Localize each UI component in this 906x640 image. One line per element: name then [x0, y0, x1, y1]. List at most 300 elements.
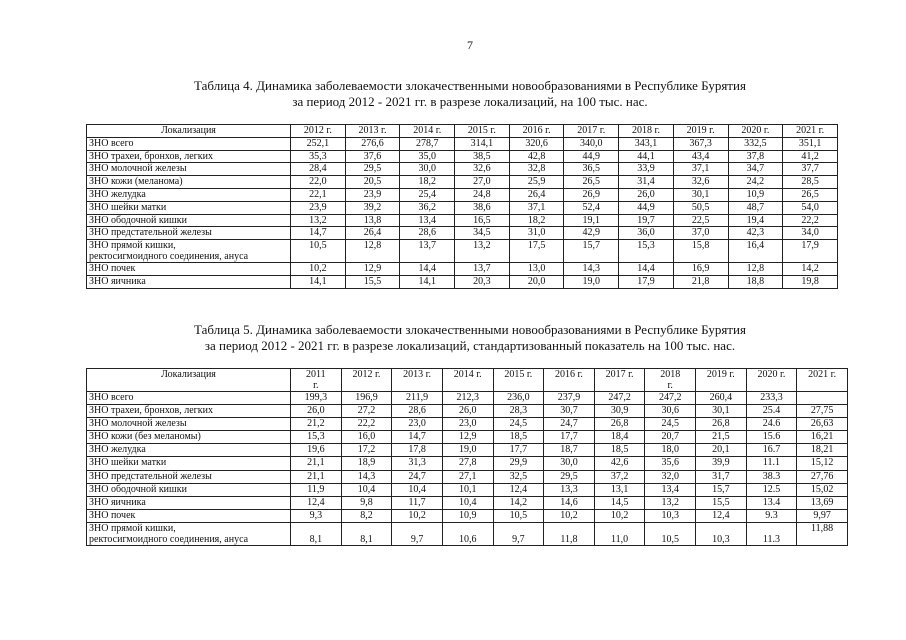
- table-cell: 252,1: [291, 137, 346, 150]
- row-label: ЗНО предстательной железы: [87, 227, 291, 240]
- table-cell: 21,1: [291, 457, 342, 470]
- table-cell: 12,8: [728, 263, 783, 276]
- table-row: [87, 418, 848, 431]
- table-cell: 12,9: [345, 263, 400, 276]
- table-cell: 12,4: [696, 509, 747, 522]
- table-cell: 17,9: [783, 240, 838, 263]
- table-cell: 26,5: [564, 176, 619, 189]
- table-cell: 10,5: [645, 522, 696, 545]
- table-cell: 212,3: [442, 392, 493, 405]
- table-row: [87, 201, 838, 214]
- table4-caption-line2: за период 2012 - 2021 гг. в разрезе локализаций, на 100 тыс. нас.: [292, 94, 648, 109]
- table4-header-cell: 2017 г.: [564, 125, 619, 138]
- table-cell: 34,7: [728, 163, 783, 176]
- table-row: [87, 470, 848, 483]
- table-cell: 26,8: [696, 418, 747, 431]
- row-label-line: ректосигмоидного соединения, ануса: [89, 533, 249, 545]
- table-cell: 24,5: [645, 418, 696, 431]
- table-cell: 33,9: [619, 163, 674, 176]
- table-cell: 10,1: [442, 483, 493, 496]
- table-cell: 34,5: [455, 227, 510, 240]
- table5-header-cell: [442, 369, 493, 392]
- table-cell: 13,2: [645, 496, 696, 509]
- table-cell: [797, 392, 848, 405]
- table-cell: 26,0: [619, 188, 674, 201]
- table-cell: 22,2: [341, 418, 392, 431]
- table-cell: 22,5: [673, 214, 728, 227]
- row-label: ЗНО желудка: [87, 188, 291, 201]
- table-cell: 10,5: [291, 240, 346, 263]
- table-cell: 23,0: [442, 418, 493, 431]
- table-cell: 10,4: [392, 483, 443, 496]
- table-cell: 14,3: [564, 263, 619, 276]
- table-cell: 14,2: [783, 263, 838, 276]
- header-line: г.: [667, 380, 673, 391]
- table5-header-cell: [797, 369, 848, 392]
- header-line: г.: [313, 380, 319, 391]
- table-cell: 13,2: [291, 214, 346, 227]
- table-cell: 10,3: [645, 509, 696, 522]
- table-cell: 17,9: [619, 275, 674, 288]
- table-cell: 29,5: [544, 470, 595, 483]
- table-cell: 21,8: [673, 275, 728, 288]
- table5-header-cell: [746, 369, 797, 392]
- table-cell: 18,2: [509, 214, 564, 227]
- table-cell: 24,7: [544, 418, 595, 431]
- table-cell: 17,7: [493, 444, 544, 457]
- table-cell: 30,1: [696, 405, 747, 418]
- table-cell: 26,63: [797, 418, 848, 431]
- table-row: [87, 263, 838, 276]
- table5-header-cell: [341, 369, 392, 392]
- table-cell: 332,5: [728, 137, 783, 150]
- table-row: [87, 431, 848, 444]
- table-cell: 9,3: [291, 509, 342, 522]
- table-cell: 42,9: [564, 227, 619, 240]
- table-row: [87, 240, 838, 263]
- table-cell: 30,1: [673, 188, 728, 201]
- table4-header-cell: 2014 г.: [400, 125, 455, 138]
- row-label: ЗНО молочной железы: [87, 163, 291, 176]
- table-cell: 19,8: [783, 275, 838, 288]
- table-cell: 9.3: [746, 509, 797, 522]
- table5-caption: [0, 322, 906, 354]
- table-cell: 27,75: [797, 405, 848, 418]
- table5: [86, 368, 848, 546]
- table4: [86, 124, 838, 289]
- table-cell: 18,7: [544, 444, 595, 457]
- table-cell: 32,5: [493, 470, 544, 483]
- table-cell: 8,1: [341, 522, 392, 545]
- row-label: ЗНО кожи (меланома): [87, 176, 291, 189]
- table-cell: 13,8: [345, 214, 400, 227]
- table-cell: 26,5: [783, 188, 838, 201]
- table-cell: 19,1: [564, 214, 619, 227]
- table-cell: 26,8: [594, 418, 645, 431]
- table-cell: 28,5: [783, 176, 838, 189]
- table-cell: 36,2: [400, 201, 455, 214]
- table4-header-cell: Локализация: [87, 125, 291, 138]
- table-cell: 22,2: [783, 214, 838, 227]
- table-cell: 11,8: [544, 522, 595, 545]
- table-cell: 34,0: [783, 227, 838, 240]
- table-cell: 24,5: [493, 418, 544, 431]
- table-cell: 41,2: [783, 150, 838, 163]
- table-cell: 8,1: [291, 522, 342, 545]
- table-cell: 27,76: [797, 470, 848, 483]
- table-cell: 13,3: [544, 483, 595, 496]
- table-row: [87, 405, 848, 418]
- table4-header-cell: 2016 г.: [509, 125, 564, 138]
- table-cell: 16,0: [341, 431, 392, 444]
- table-cell: 15,5: [345, 275, 400, 288]
- table-cell: 15,02: [797, 483, 848, 496]
- table-cell: 12.5: [746, 483, 797, 496]
- table-cell: 196,9: [341, 392, 392, 405]
- table-cell: 320,6: [509, 137, 564, 150]
- table-cell: 12,8: [345, 240, 400, 263]
- table-cell: 13,7: [455, 263, 510, 276]
- table-cell: 16,5: [455, 214, 510, 227]
- row-label-line: ЗНО прямой кишки,: [89, 240, 176, 252]
- table-cell: 13,0: [509, 263, 564, 276]
- table-cell: 21,1: [291, 470, 342, 483]
- table-cell: 37,7: [783, 163, 838, 176]
- table-cell: 11,7: [392, 496, 443, 509]
- table-cell: 31,4: [619, 176, 674, 189]
- table5-header-cell: [87, 369, 291, 392]
- table-cell: 11,0: [594, 522, 645, 545]
- row-label: ЗНО всего: [87, 392, 291, 405]
- table-cell: 18,4: [594, 431, 645, 444]
- table-row: [87, 483, 848, 496]
- table-cell: 18,21: [797, 444, 848, 457]
- table5-caption-line1: Таблица 5. Динамика заболеваемости злокачественными новообразованиями в Республике Бурятия: [194, 322, 746, 337]
- table-cell: 278,7: [400, 137, 455, 150]
- table-cell: 16,9: [673, 263, 728, 276]
- table-cell: 17,2: [341, 444, 392, 457]
- table-cell: 18,5: [493, 431, 544, 444]
- table-cell: 18,9: [341, 457, 392, 470]
- table-cell: 19,7: [619, 214, 674, 227]
- table5-caption-line2: за период 2012 - 2021 гг. в разрезе локализаций, стандартизованный показатель на 100 тыс. нас.: [204, 338, 736, 353]
- header-line: 2014 г.: [453, 369, 482, 380]
- header-line: 2019 г.: [706, 369, 735, 380]
- table-row: [87, 457, 848, 470]
- table-cell: 26,0: [291, 405, 342, 418]
- table-row: [87, 509, 848, 522]
- header-line: 2020 г.: [757, 369, 786, 380]
- table-cell: 38,5: [455, 150, 510, 163]
- table-row: [87, 176, 838, 189]
- table-cell: 10,2: [291, 263, 346, 276]
- table-cell: 10,2: [594, 509, 645, 522]
- table-cell: 37,1: [509, 201, 564, 214]
- row-label: ЗНО почек: [87, 263, 291, 276]
- table-cell: 9,7: [493, 522, 544, 545]
- table-cell: 21,5: [696, 431, 747, 444]
- table-cell: 14,7: [291, 227, 346, 240]
- table-cell: 32,8: [509, 163, 564, 176]
- table-cell: 26,4: [509, 188, 564, 201]
- table4-header-cell: 2021 г.: [783, 125, 838, 138]
- table-cell: 14,7: [392, 431, 443, 444]
- table-row: [87, 444, 848, 457]
- page-number: 7: [467, 38, 473, 52]
- table-cell: 44,9: [564, 150, 619, 163]
- table-cell: 12,9: [442, 431, 493, 444]
- table-row: [87, 496, 848, 509]
- table-row: [87, 163, 838, 176]
- table-cell: 15,12: [797, 457, 848, 470]
- table-cell: 35,3: [291, 150, 346, 163]
- table-cell: 16,4: [728, 240, 783, 263]
- table4-caption-line1: Таблица 4. Динамика заболеваемости злокачественными новообразованиями в Республике Бурятия: [194, 78, 746, 93]
- table-cell: 26,9: [564, 188, 619, 201]
- table-cell: 10,2: [392, 509, 443, 522]
- table-cell: 199,3: [291, 392, 342, 405]
- row-label: ЗНО шейки матки: [87, 201, 291, 214]
- table5-header-cell: [696, 369, 747, 392]
- table-cell: 15,8: [673, 240, 728, 263]
- table-cell: 13,69: [797, 496, 848, 509]
- table-cell: 38.3: [746, 470, 797, 483]
- table-cell: 28,6: [392, 405, 443, 418]
- table-cell: 27,1: [442, 470, 493, 483]
- table-cell: 32,6: [673, 176, 728, 189]
- table5-header-cell: [645, 369, 696, 392]
- table-cell: 23,9: [291, 201, 346, 214]
- row-label: ЗНО всего: [87, 137, 291, 150]
- table-cell: 15,7: [564, 240, 619, 263]
- table-cell: 340,0: [564, 137, 619, 150]
- table-cell: 37,1: [673, 163, 728, 176]
- row-label: ЗНО предстательной железы: [87, 470, 291, 483]
- table-cell: 9,7: [392, 522, 443, 545]
- table-cell: 14,5: [594, 496, 645, 509]
- table-cell: 9,97: [797, 509, 848, 522]
- table-cell: 14,4: [400, 263, 455, 276]
- table-cell: 247,2: [645, 392, 696, 405]
- table-cell: 17,7: [544, 431, 595, 444]
- table-cell: 27,0: [455, 176, 510, 189]
- table-cell: 211,9: [392, 392, 443, 405]
- table-cell: 29,9: [493, 457, 544, 470]
- table-cell: 13,1: [594, 483, 645, 496]
- table-cell: 37,8: [728, 150, 783, 163]
- table-cell: 8,2: [341, 509, 392, 522]
- table-row: [87, 522, 848, 545]
- header-line: 2013 г.: [403, 369, 432, 380]
- table-cell: 260,4: [696, 392, 747, 405]
- table-row: [87, 275, 838, 288]
- table-cell: 35,6: [645, 457, 696, 470]
- row-label: ЗНО яичника: [87, 496, 291, 509]
- table-cell: 27,8: [442, 457, 493, 470]
- table-cell: 10,2: [544, 509, 595, 522]
- table-cell: 42,8: [509, 150, 564, 163]
- table-cell: 24.6: [746, 418, 797, 431]
- table5-header-cell: [493, 369, 544, 392]
- table-cell: 13.4: [746, 496, 797, 509]
- table-cell: 24,7: [392, 470, 443, 483]
- table-cell: 39,2: [345, 201, 400, 214]
- table-cell: 14,6: [544, 496, 595, 509]
- table-cell: 10,9: [728, 188, 783, 201]
- table-cell: 13,2: [455, 240, 510, 263]
- header-line: 2021 г.: [808, 369, 837, 380]
- table-cell: 26,0: [442, 405, 493, 418]
- table-cell: 19,4: [728, 214, 783, 227]
- table5-header-cell: [392, 369, 443, 392]
- table-cell: 20,0: [509, 275, 564, 288]
- table-cell: 276,6: [345, 137, 400, 150]
- table-row: [87, 227, 838, 240]
- table-cell: 11,88: [797, 522, 848, 545]
- table4-header-cell: 2013 г.: [345, 125, 400, 138]
- table-cell: 21,2: [291, 418, 342, 431]
- table-cell: 22,1: [291, 188, 346, 201]
- table-cell: 39,9: [696, 457, 747, 470]
- table-cell: 19,0: [564, 275, 619, 288]
- table5-header-row: [87, 369, 848, 392]
- table4-header-cell: 2015 г.: [455, 125, 510, 138]
- table-cell: 10,6: [442, 522, 493, 545]
- table-cell: 36,0: [619, 227, 674, 240]
- table-cell: 14,1: [291, 275, 346, 288]
- table-cell: 18,8: [728, 275, 783, 288]
- table-cell: 15,3: [619, 240, 674, 263]
- row-label: ЗНО яичника: [87, 275, 291, 288]
- table-cell: 343,1: [619, 137, 674, 150]
- table-cell: 48,7: [728, 201, 783, 214]
- table-row: [87, 392, 848, 405]
- table-cell: 44,1: [619, 150, 674, 163]
- table-cell: 23,0: [392, 418, 443, 431]
- row-label: ЗНО шейки матки: [87, 457, 291, 470]
- table-cell: 28,4: [291, 163, 346, 176]
- table-cell: 29,5: [345, 163, 400, 176]
- table-cell: 42,6: [594, 457, 645, 470]
- table-cell: 17,8: [392, 444, 443, 457]
- table-cell: 28,6: [400, 227, 455, 240]
- table-cell: 37,0: [673, 227, 728, 240]
- table-cell: 10,4: [442, 496, 493, 509]
- row-label: ЗНО ободочной кишки: [87, 483, 291, 496]
- table-cell: 14,2: [493, 496, 544, 509]
- table-cell: 24,8: [455, 188, 510, 201]
- header-line: 2018: [660, 369, 681, 380]
- table-cell: 43,4: [673, 150, 728, 163]
- table-cell: 36,5: [564, 163, 619, 176]
- table-cell: 22,0: [291, 176, 346, 189]
- table-cell: 38,6: [455, 201, 510, 214]
- table4-caption: [0, 78, 906, 110]
- table-cell: 31,3: [392, 457, 443, 470]
- table-cell: 236,0: [493, 392, 544, 405]
- table-cell: 12,4: [291, 496, 342, 509]
- row-label: ЗНО кожи (без меланомы): [87, 431, 291, 444]
- row-label: ЗНО желудка: [87, 444, 291, 457]
- table-cell: 16.7: [746, 444, 797, 457]
- table-cell: 24,2: [728, 176, 783, 189]
- table-cell: 14,3: [341, 470, 392, 483]
- table-cell: 37,6: [345, 150, 400, 163]
- header-line: 2015 г.: [504, 369, 533, 380]
- table-cell: 10,5: [493, 509, 544, 522]
- row-label: ЗНО ободочной кишки: [87, 214, 291, 227]
- table-cell: 27,2: [341, 405, 392, 418]
- table-cell: 32,6: [455, 163, 510, 176]
- table-cell: 30,0: [544, 457, 595, 470]
- table-cell: 25,4: [400, 188, 455, 201]
- table-cell: 17,5: [509, 240, 564, 263]
- table-cell: 11,9: [291, 483, 342, 496]
- row-label: ЗНО почек: [87, 509, 291, 522]
- table-cell: 18,0: [645, 444, 696, 457]
- row-label: ЗНО молочной железы: [87, 418, 291, 431]
- table-cell: 18,5: [594, 444, 645, 457]
- table-cell: 19,0: [442, 444, 493, 457]
- table4-header-cell: 2019 г.: [673, 125, 728, 138]
- table-cell: 16,21: [797, 431, 848, 444]
- table-cell: 30,0: [400, 163, 455, 176]
- row-label-line: ЗНО прямой кишки,: [89, 522, 176, 534]
- table-cell: 247,2: [594, 392, 645, 405]
- row-label: [87, 522, 291, 545]
- table-cell: 11.1: [746, 457, 797, 470]
- table-cell: 19,6: [291, 444, 342, 457]
- table-cell: 20,7: [645, 431, 696, 444]
- table-cell: 31,7: [696, 470, 747, 483]
- table-cell: 44,9: [619, 201, 674, 214]
- table-cell: 15,3: [291, 431, 342, 444]
- table4-header-cell: 2012 г.: [291, 125, 346, 138]
- table-cell: 15,5: [696, 496, 747, 509]
- table-cell: 10,4: [341, 483, 392, 496]
- table-cell: 9,8: [341, 496, 392, 509]
- table-cell: 50,5: [673, 201, 728, 214]
- table-cell: 30,9: [594, 405, 645, 418]
- table5-header-cell: [291, 369, 342, 392]
- table-cell: 30,7: [544, 405, 595, 418]
- table-cell: 233,3: [746, 392, 797, 405]
- table-cell: 13,7: [400, 240, 455, 263]
- table-cell: 12,4: [493, 483, 544, 496]
- table-cell: 28,3: [493, 405, 544, 418]
- row-label: [87, 240, 291, 263]
- table-cell: 35,0: [400, 150, 455, 163]
- table-cell: 20,3: [455, 275, 510, 288]
- header-line: Локализация: [161, 369, 216, 380]
- table-cell: 351,1: [783, 137, 838, 150]
- table4-header-cell: 2018 г.: [619, 125, 674, 138]
- table-row: [87, 188, 838, 201]
- table-cell: 25,9: [509, 176, 564, 189]
- table-cell: 237,9: [544, 392, 595, 405]
- table-cell: 13,4: [400, 214, 455, 227]
- table-cell: 31,0: [509, 227, 564, 240]
- table4-header-row: [87, 125, 838, 138]
- table-cell: 42,3: [728, 227, 783, 240]
- row-label-line: ректосигмоидного соединения, ануса: [89, 251, 249, 263]
- table-cell: 367,3: [673, 137, 728, 150]
- table-row: [87, 150, 838, 163]
- table-cell: 25.4: [746, 405, 797, 418]
- table-row: [87, 137, 838, 150]
- table-cell: 18,2: [400, 176, 455, 189]
- table-cell: 10,3: [696, 522, 747, 545]
